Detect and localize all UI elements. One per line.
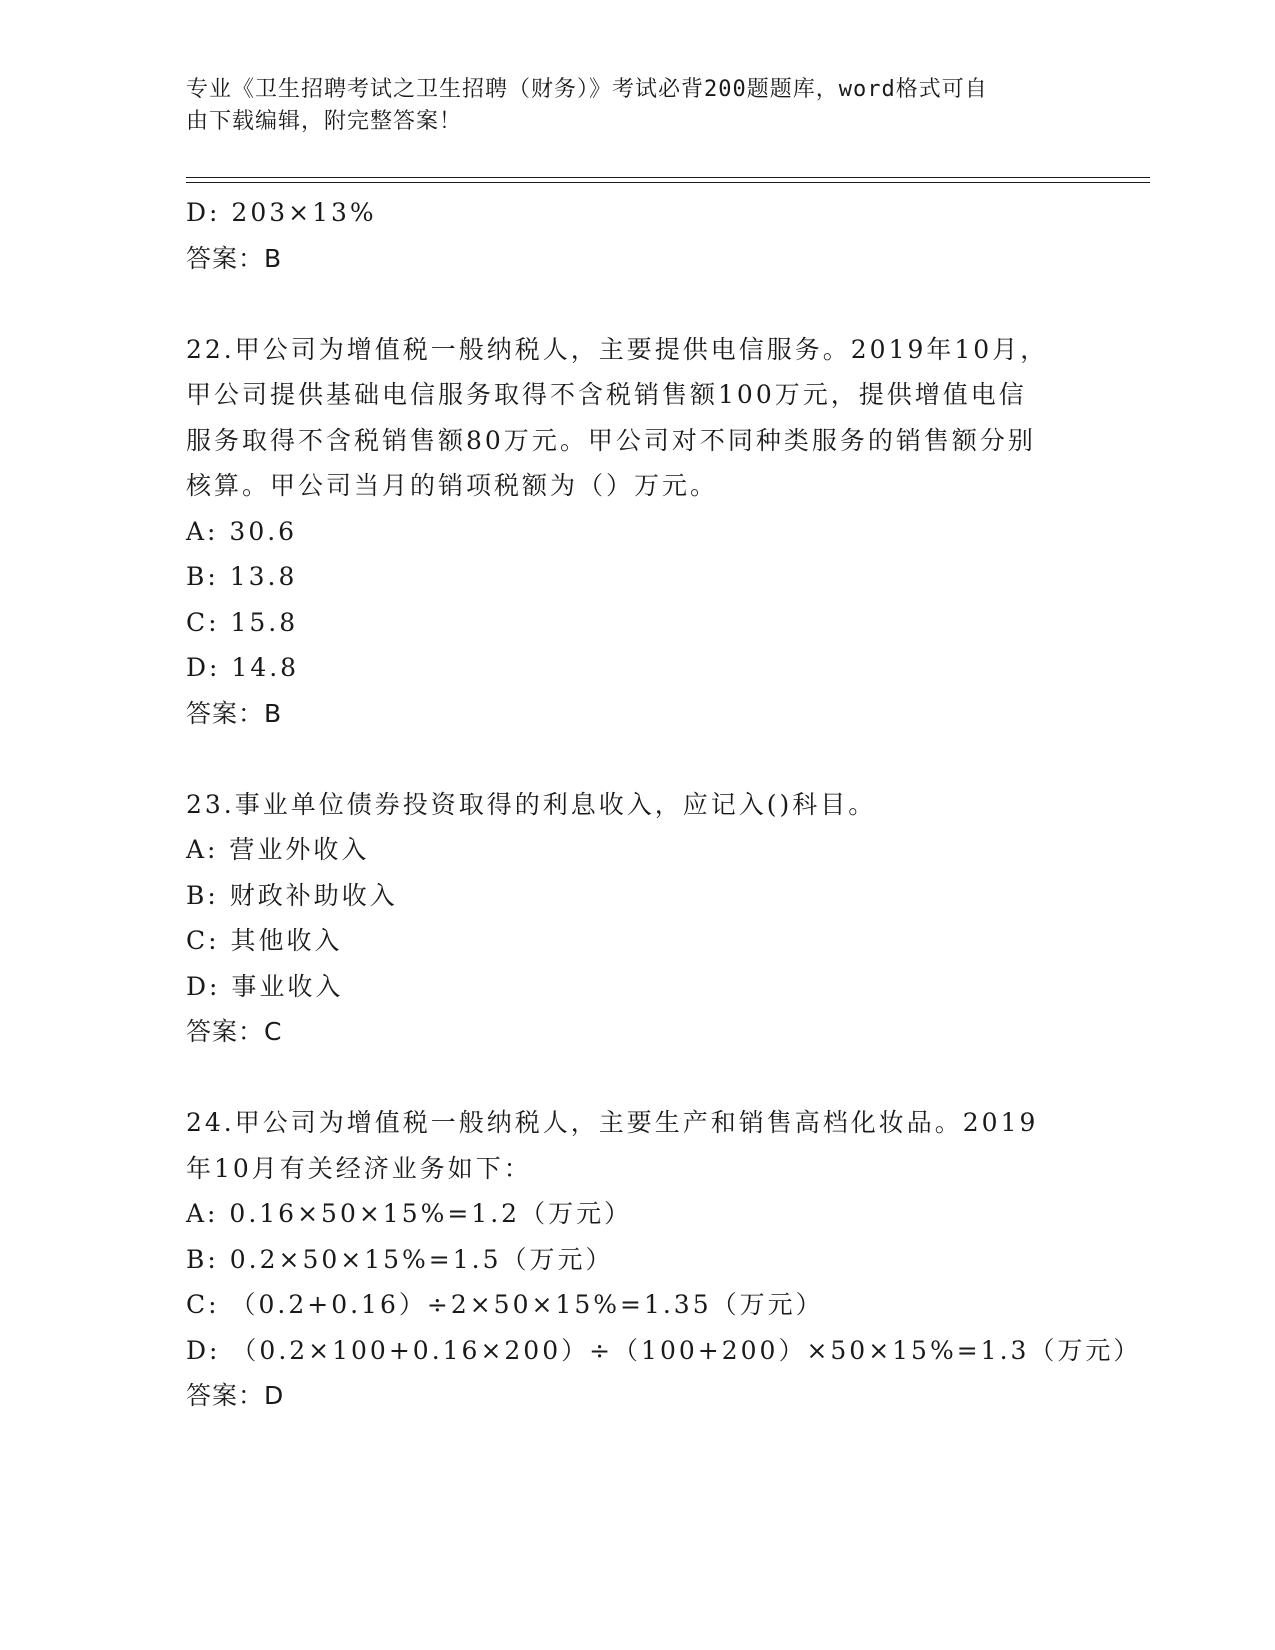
question-23 <box>186 782 1086 1055</box>
option-c: C: 其他收入 <box>186 926 343 955</box>
page-header <box>186 74 1066 138</box>
question-22 <box>186 327 1086 737</box>
option-b: B: 财政补助收入 <box>186 880 398 910</box>
header-divider-bottom <box>186 182 1150 183</box>
question-stem-line: 23.事业单位债券投资取得的利息收入，应记入()科目。 <box>186 789 877 819</box>
header-divider-top <box>186 177 1150 178</box>
option-d: D: 事业收入 <box>186 971 344 1001</box>
answer-line: 答案：B <box>186 698 283 728</box>
question-stem-line: 甲公司提供基础电信服务取得不含税销售额100万元，提供增值电信 <box>186 380 1027 409</box>
header-line-1: 专业《卫生招聘考试之卫生招聘（财务）》考试必背200题题库，word格式可自 <box>186 77 988 102</box>
question-stem-line: 22.甲公司为增值税一般纳税人，主要提供电信服务。2019年10月， <box>186 334 1049 364</box>
document-body <box>186 190 1142 1419</box>
option-b: B: 13.8 <box>186 562 298 591</box>
option-a: A: 营业外收入 <box>186 835 370 864</box>
question-24 <box>186 1100 1142 1419</box>
option-a: A: 0.16×50×15%=1.2（万元） <box>186 1199 633 1228</box>
question-stem-line: 服务取得不含税销售额80万元。甲公司对不同种类服务的销售额分别 <box>186 425 1036 455</box>
header-line-2: 由下载编辑，附完整答案！ <box>186 109 463 134</box>
option-d: D: （0.2×100+0.16×200）÷（100+200）×50×15%=1.3（万元） <box>186 1335 1142 1365</box>
answer-line: 答案：D <box>186 1381 285 1410</box>
answer-line: 答案：B <box>186 243 283 273</box>
option-d: D: 14.8 <box>186 653 300 682</box>
option-a: A: 30.6 <box>186 516 298 546</box>
option-c: C: （0.2+0.16）÷2×50×15%=1.35（万元） <box>186 1290 824 1319</box>
question-stem-line: 24.甲公司为增值税一般纳税人，主要生产和销售高档化妆品。2019 <box>186 1108 1039 1137</box>
option-d: D: 203×13% <box>186 198 377 227</box>
answer-line: 答案：C <box>186 1017 283 1046</box>
question-stem-line: 核算。甲公司当月的销项税额为（）万元。 <box>186 471 719 500</box>
option-b: B: 0.2×50×15%=1.5（万元） <box>186 1244 614 1274</box>
option-c: C: 15.8 <box>186 607 299 637</box>
question-stem-line: 年10月有关经济业务如下： <box>186 1153 532 1183</box>
